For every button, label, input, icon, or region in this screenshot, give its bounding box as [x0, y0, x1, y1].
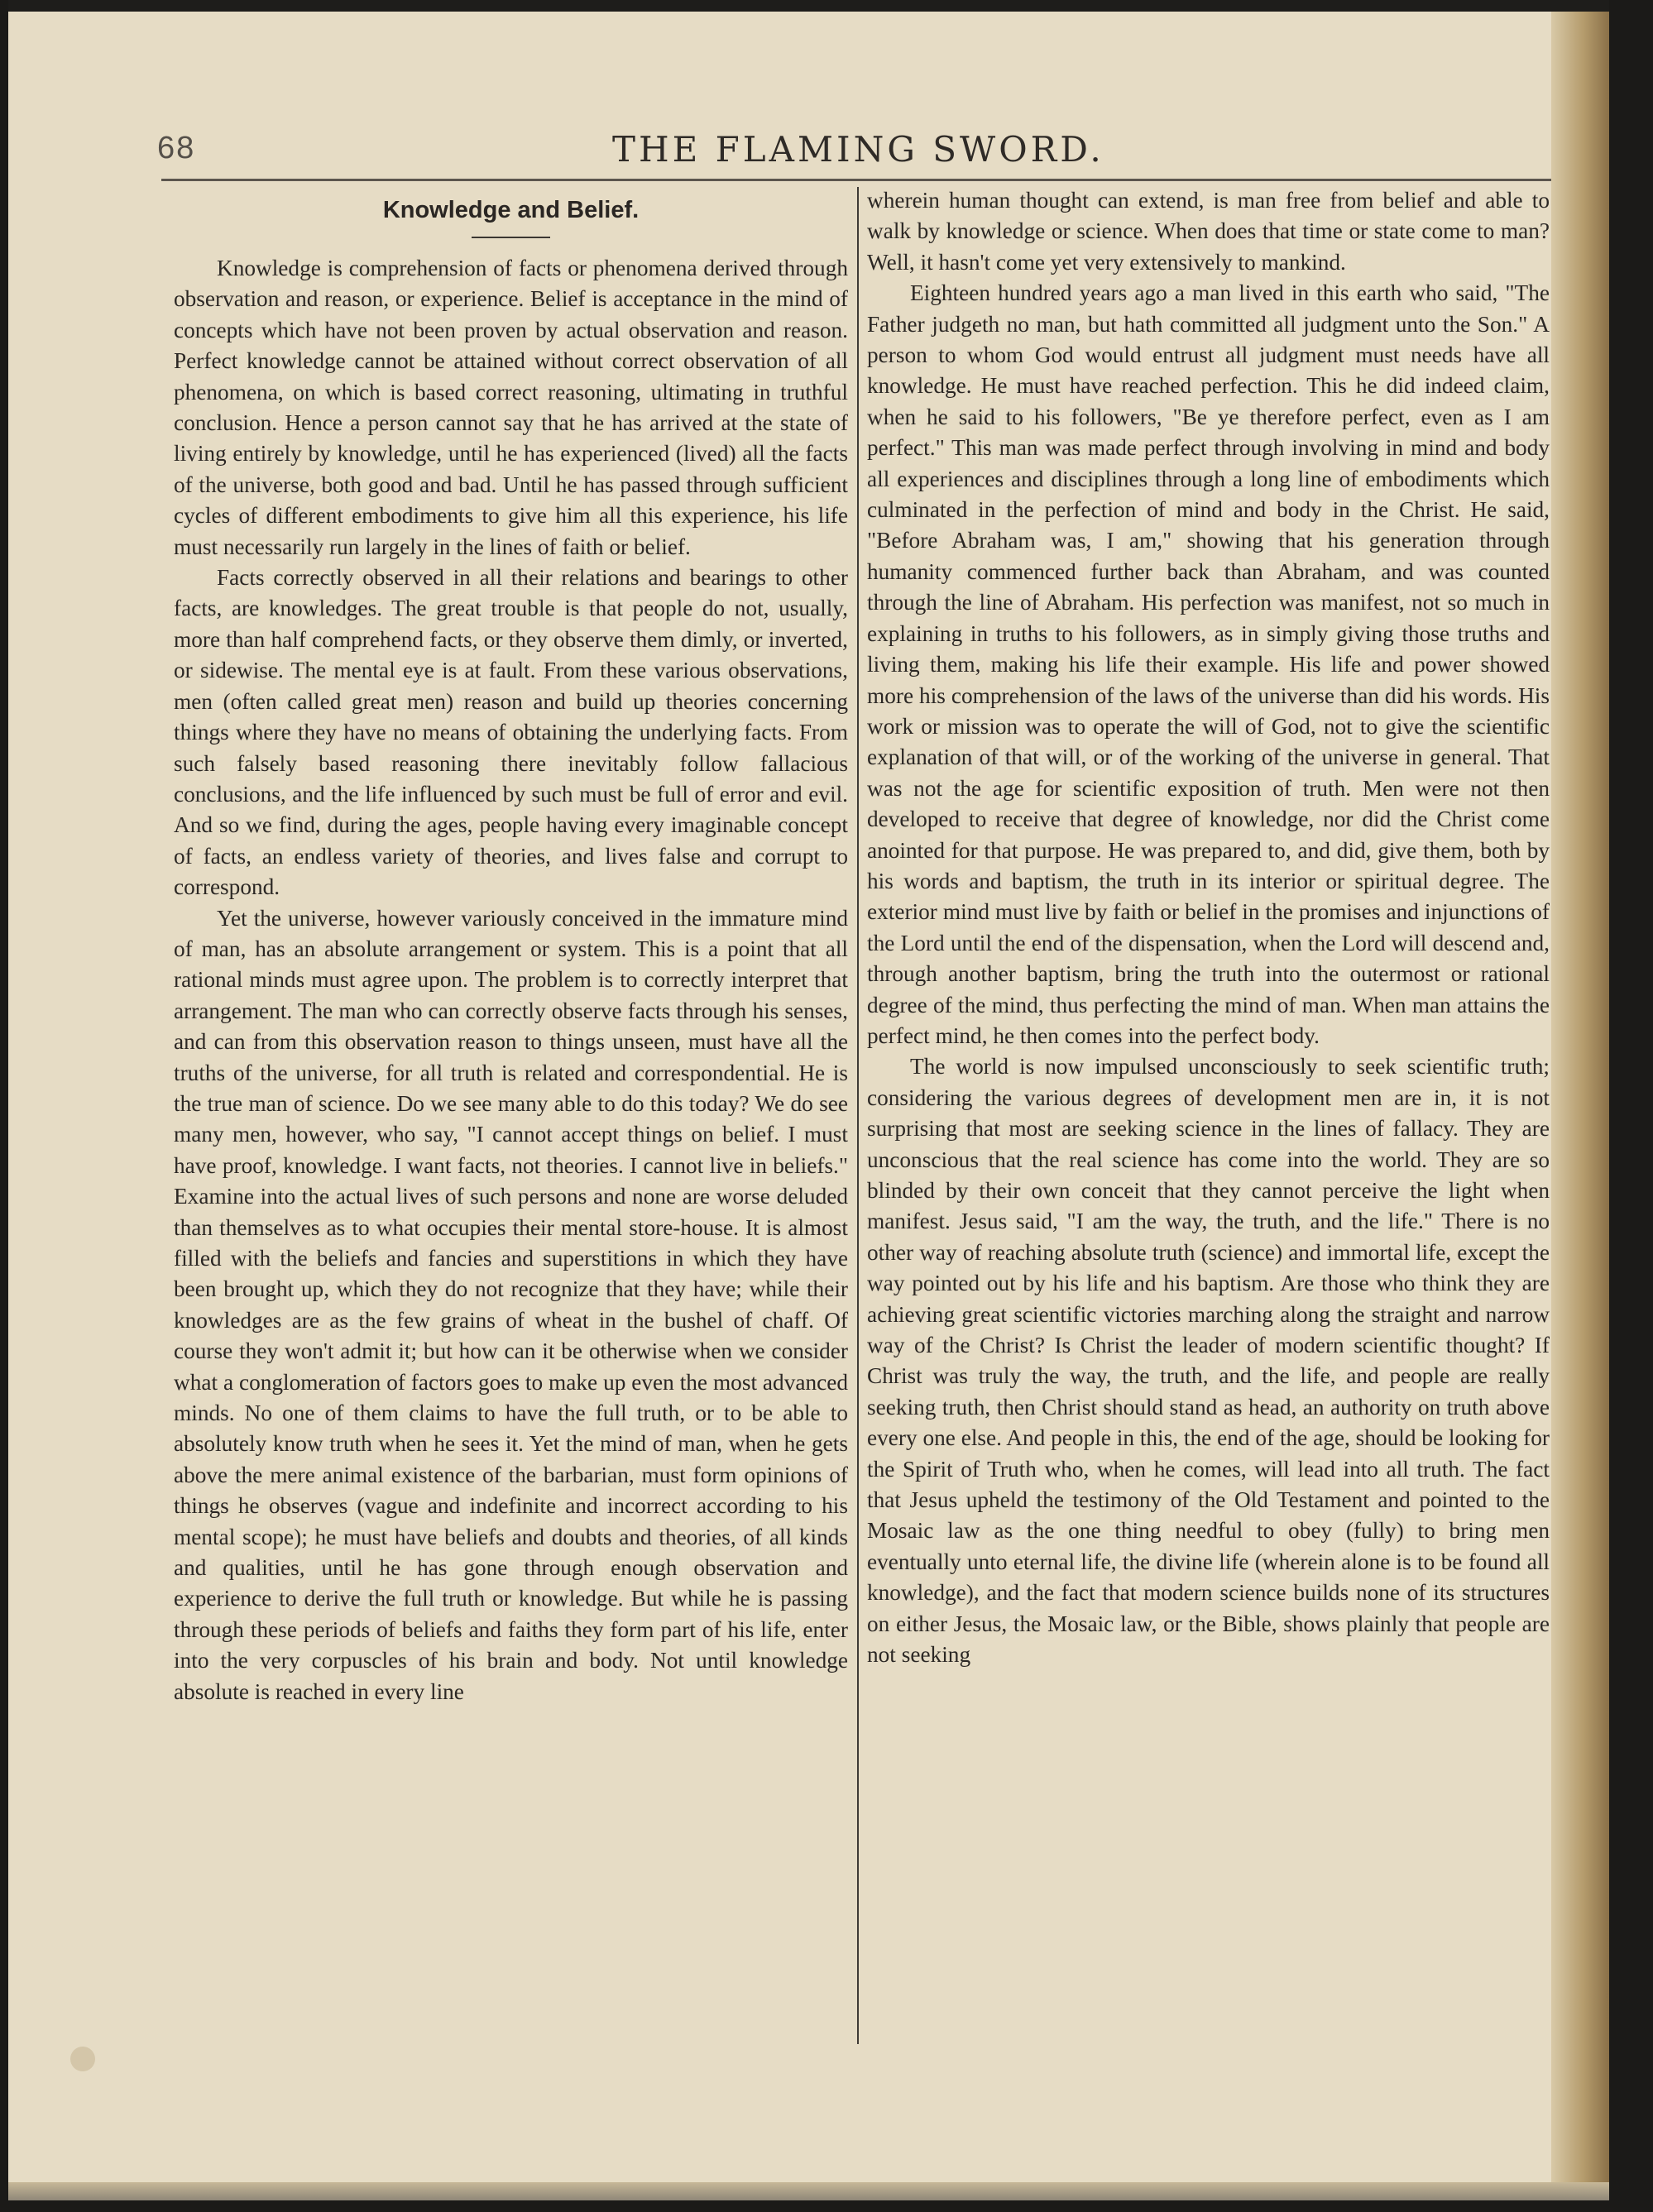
running-title: THE FLAMING SWORD. — [612, 129, 1104, 170]
page-number: 68 — [157, 131, 196, 165]
paragraph-continuation: wherein human thought can extend, is man free from belief and able to walk by knowledge or science. When does that time or state come to man? Well, it hasn't come yet very extensively to mankind. — [867, 188, 1550, 275]
paragraph: Eighteen hundred years ago a man lived in this earth who said, "The Father judgeth no man, but hath committed all judgment unto the Son." A person to whom God would entrust all judgment must needs have all knowledge. He must have reached perfection. This he did indeed claim, when he said to his followers, "Be ye therefore perfect, even as I am perfect." This man was made perfect through involving in mind and body all experiences and disciplines through a long line of embodiments which culminated in the perfection of mind and body in the Christ. He said, "Before Abraham was, I am," showing that his generation through humanity commenced further back than Abraham, and was counted through the line of Abraham. His perfection was manifest, not so much in explaining in truths to his followers, as in simply giving those truths and living them, making his life their example. His life and power showed more his comprehension of the laws of the universe than did his words. His work or mission was to operate the will of God, not to give the scientific explanation of that will, or of the working of the universe in general. That was not the age for scientific exposition of truth. Men were not then developed to receive that degree of knowledge, nor did the Christ come anointed for that purpose. He was prepared to, and did, give them, both by his words and baptism, the truth in its interior or spiritual degree. The exterior mind must live by faith or belief in the promises and injunctions of the Lord until the end of the dispensation, when the Lord will descend and, through another baptism, bring the truth into the outermost or rational degree of the mind, thus perfecting the mind of man. When man attains the perfect mind, he then comes into the perfect body. — [867, 280, 1550, 1048]
paragraph: Facts correctly observed in all their relations and bearings to other facts, are knowledges. The great trouble is that people do not, usually, more than half comprehend facts, or they observe them dimly, or inverted, or sidewise. The mental eye is at fault. From these various observations, men (often called great men) reason and build up theories concerning things where they have no means of obtaining the underlying facts. From such falsely based reasoning there inevitably follow fallacious conclusions, and the life influenced by such must be full of error and evil. And so we find, during the ages, people having every imaginable concept of facts, an endless variety of theories, and lives false and corrupt to correspond. — [174, 565, 848, 900]
title-rule — [472, 237, 550, 238]
article-title: Knowledge and Belief. — [382, 197, 640, 223]
paper-stain — [70, 2047, 95, 2071]
book-page — [8, 0, 1609, 2200]
paragraph: Yet the universe, however variously conceived in the immature mind of man, has an absolute arrangement or system. This is a point that all rational minds must agree upon. The problem is to correctly interpret that arrangement. The man who can correctly observe facts through his senses, and can from this observation reason to things unseen, must have all the truths of the universe, for all truth is related and correspondential. He is the true man of science. Do we see many able to do this today? We do see many men, however, who say, "I cannot accept things on belief. I must have proof, knowledge. I want facts, not theories. I cannot live in beliefs." Examine into the actual lives of such persons and none are worse deluded than themselves as to what occupies their mental store-house. It is almost filled with the beliefs and fancies and superstitions in which they have been brought up, which they do not recognize that they have; while their knowledges are as the few grains of wheat in the bushel of chaff. Of course they won't admit it; but how can it be otherwise when we consider what a conglomeration of factors goes to make up even the most advanced minds. No one of them claims to have the full truth, or to be able to absolutely know truth when he sees it. Yet the mind of man, when he gets above the mere animal existence of the barbarian, must form opinions of things he observes (vague and indefinite and incorrect according to his mental scope); he must have beliefs and doubts and theories, of all kinds and qualities, until he has gone through enough observation and experience to derive the full truth or knowledge. But while he is passing through these periods of beliefs and faiths they form part of his life, enter into the very corpuscles of his brain and body. Not until knowledge absolute is reached in every line — [174, 905, 848, 1704]
left-column — [174, 185, 848, 1707]
paragraph: Knowledge is comprehension of facts or phenomena derived through observation and reason, or experience. Belief is acceptance in the mind of concepts which have not been proven by actual observation and reason. Perfect knowledge cannot be attained without correct observation of all phenomena, on which is based correct reasoning, ultimating in truthful conclusion. Hence a person cannot say that he has arrived at the state of living entirely by knowledge, until he has experienced (lived) all the facts of the universe, both good and bad. Until he has passed through sufficient cycles of different embodiments to give him all this experience, his life must necessarily run largely in the lines of faith or belief. — [174, 256, 848, 559]
paragraph: The world is now impulsed unconsciously to seek scientific truth; considering the various degrees of development men are in, it is not surprising that most are seeking science in the lines of fallacy. They are unconscious that the real science has come into the world. They are so blinded by their own conceit that they cannot perceive the light when manifest. Jesus said, "I am the way, the truth, and the life." There is no other way of reaching absolute truth (science) and immortal life, except the way pointed out by his life and his baptism. Are those who think they are achieving great scientific victories marching along the straight and narrow way of the Christ? Is Christ the leader of modern scientific thought? If Christ was truly the way, the truth, and the life, and people are really seeking truth, then Christ should stand as head, an authority on truth above every one else. And people in this, the end of the age, should be looking for the Spirit of Truth who, when he comes, will lead into all truth. The fact that Jesus upheld the testimony of the Old Testament and pointed to the Mosaic law as the one thing needful to obey (fully) to bring men eventually unto eternal life, the divine life (wherein alone is to be found all knowledge), and the fact that modern science builds none of its structures on either Jesus, the Mosaic law, or the Bible, shows plainly that people are not seeking — [867, 1054, 1550, 1668]
column-divider — [857, 187, 859, 2044]
page-bottom-edge — [8, 2182, 1609, 2200]
right-column — [867, 185, 1550, 1671]
page-gutter-shadow — [1551, 12, 1609, 2200]
running-header — [157, 126, 1555, 175]
header-rule — [161, 179, 1551, 181]
